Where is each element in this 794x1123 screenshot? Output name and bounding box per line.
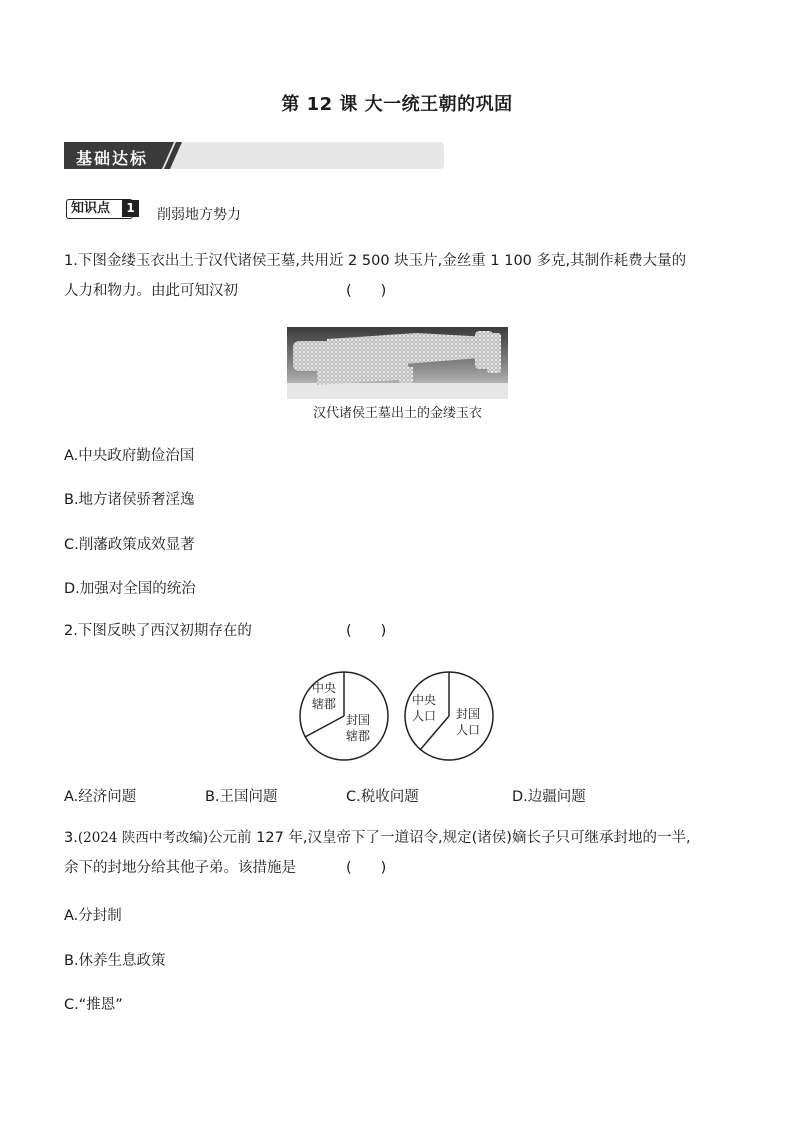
option-a[interactable]: A.中央政府勤俭治国 [64,448,195,464]
option-b[interactable]: B.王国问题 [205,789,278,805]
question-3-stem [64,823,744,883]
question-3-number: 3. [64,830,78,846]
option-b[interactable]: B.地方诸侯骄奢淫逸 [64,492,195,508]
answer-blank: ( ) [346,860,387,876]
question-3-line-2: 余下的封地分给其他子弟。该措施是 [64,860,296,876]
question-2-stem [64,616,734,646]
figure-caption: 汉代诸侯王墓出土的金缕玉衣 [312,406,482,421]
pie-right-slice-central-label: 中央 人口 [412,693,437,723]
option-c[interactable]: C.“推恩” [64,997,123,1013]
option-c[interactable]: C.削藩政策成效显著 [64,537,195,553]
pie-left-slice-central-label: 中央 辖郡 [312,681,337,711]
option-a[interactable]: A.经济问题 [64,789,137,805]
question-2-line-1: 2.下图反映了西汉初期存在的 [64,623,252,639]
option-a[interactable]: A.分封制 [64,908,122,924]
answer-blank: ( ) [346,623,387,639]
pie-right-slice-fief-label: 封国 人口 [456,707,481,737]
question-3-source: (2024 陕西中考改编) [77,830,209,846]
jade-burial-suit-image [287,327,508,399]
question-1-line-2: 人力和物力。由此可知汉初 [64,283,238,299]
option-c[interactable]: C.税收问题 [346,789,419,805]
section-banner-label: 基础达标 [76,149,149,168]
question-3-line-1: 公元前 127 年,汉皇帝下了一道诏令,规定(诸侯)嫡长子只可继承封地的一半, [208,830,691,846]
page-title: 第 12 课 大一统王朝的巩固 [281,94,513,115]
knowledge-point-badge-label: 知识点 [71,201,111,216]
option-d[interactable]: D.加强对全国的统治 [64,581,196,597]
pie-left-slice-fief-label: 封国 辖郡 [346,713,371,743]
pie-charts [296,666,496,766]
question-1-line-1: 1.下图金缕玉衣出土于汉代诸侯王墓,共用近 2 500 块玉片,金丝重 1 100 多克,其制作耗费大量的 [64,253,687,269]
knowledge-point-number: 1 [122,200,139,217]
question-1-stem [64,246,734,306]
option-b[interactable]: B.休养生息政策 [64,953,166,969]
answer-blank: ( ) [346,283,387,299]
knowledge-point-title: 削弱地方势力 [157,207,241,223]
option-d[interactable]: D.边疆问题 [512,789,586,805]
